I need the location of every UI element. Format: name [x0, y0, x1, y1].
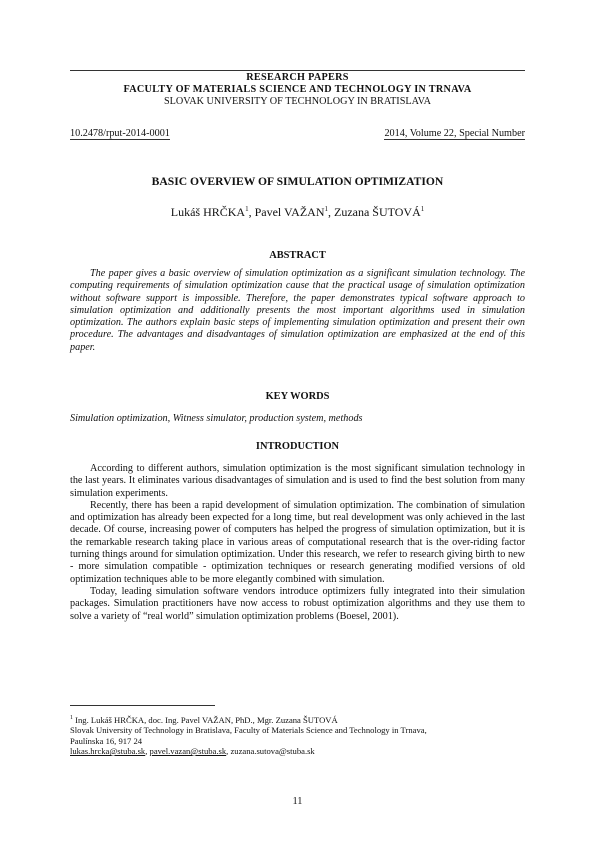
- email-link[interactable]: pavel.vazan@stuba.sk: [149, 746, 227, 757]
- footnote-rule: [70, 705, 215, 706]
- paper-title: BASIC OVERVIEW OF SIMULATION OPTIMIZATION: [151, 175, 444, 188]
- header-rule: [70, 70, 525, 71]
- footnote: [70, 713, 525, 756]
- intro-paragraph: Today, leading simulation software vendors introduce optimizers fully integrated into their simulation packages. Simulation practitioners have now access to robust optimization algorithms and they use them to solve a variety of “real world” simulation optimization problems (Boesel, 2001).: [70, 585, 525, 622]
- publication-meta: [70, 128, 525, 140]
- email-link[interactable]: lukas.hrcka@stuba.sk: [70, 746, 146, 757]
- footnote-address: Paulínska 16, 917 24: [70, 735, 143, 746]
- doi: 10.2478/rput-2014-0001: [70, 128, 170, 139]
- introduction-body: [70, 463, 525, 623]
- footnote-affiliation: Slovak University of Technology in Bratislava, Faculty of Materials Science and Technology in Trnava,: [70, 725, 427, 736]
- volume-info: 2014, Volume 22, Special Number: [384, 128, 525, 139]
- author-name: Pavel VAŽAN: [254, 205, 325, 219]
- intro-paragraph: According to different authors, simulation optimization is the most significant simulation technology in the last years. It eliminates various disadvantages of simulation and is used to find the best solution from many simulation experiments.: [70, 463, 525, 499]
- abstract-text: The paper gives a basic overview of simulation optimization as a significant simulation technology. The computing requirements of simulation optimization cause that the practical usage of simulation optimization without software support is impossible. Therefore, the paper demonstrates typical software approach to simulation optimization and additionally presents the most important algorithms used in simulation optimization. The authors explain basic steps of implementing simulation optimization and present their own procedure. The advantages and disadvantages of simulation optimization are emphasized at the end of this paper.: [70, 268, 525, 353]
- keywords-heading: KEY WORDS: [265, 391, 330, 402]
- university-name: SLOVAK UNIVERSITY OF TECHNOLOGY IN BRATISLAVA: [163, 96, 432, 107]
- author-name: Zuzana ŠUTOVÁ: [333, 205, 421, 219]
- keywords-text: Simulation optimization, Witness simulator, production system, methods: [70, 413, 363, 424]
- author-affiliation-mark: 1: [245, 205, 249, 213]
- email-text: zuzana.sutova@stuba.sk: [230, 746, 315, 757]
- author-list: Lukáš HRČKA$^1$, Pavel VAŽAN$^1$, Zuzana ŠUTOVÁ$^1$: [170, 205, 425, 219]
- author-affiliation-mark: 1: [420, 205, 425, 213]
- introduction-heading: INTRODUCTION: [255, 441, 340, 452]
- series-title: RESEARCH PAPERS: [246, 72, 349, 83]
- footnote-authors: $^1$ Ing. Lukáš HRČKA, doc. Ing. Pavel VAŽAN, PhD., Mgr. Zuzana ŠUTOVÁ: [70, 714, 338, 725]
- author-name: Lukáš HRČKA: [170, 205, 246, 219]
- intro-paragraph: Recently, there has been a rapid development of simulation optimization. The combination of simulation and optimization has already been expected for a long time, but real development was only achieved in the last decade. Of course, increasing power of computers has helped the progress of simulation optimization, but it is the remarkable research taking place in various areas of computational research that is the over-riding factor turning things around for simulation optimization. Under this research, we refer to research giving birth to new - more simulation compatible - optimization techniques or research generating modified versions of old optimization techniques able to be more elegantly combined with simulation.: [70, 499, 525, 585]
- page-number: 11: [292, 796, 303, 807]
- abstract-heading: ABSTRACT: [269, 250, 326, 261]
- faculty-name: FACULTY OF MATERIALS SCIENCE AND TECHNOLOGY IN TRNAVA: [123, 84, 472, 95]
- author-affiliation-mark: 1: [324, 205, 328, 213]
- footnote-emails: lukas.hrcka@stuba.sk, pavel.vazan@stuba.sk, zuzana.sutova@stuba.sk: [70, 746, 315, 757]
